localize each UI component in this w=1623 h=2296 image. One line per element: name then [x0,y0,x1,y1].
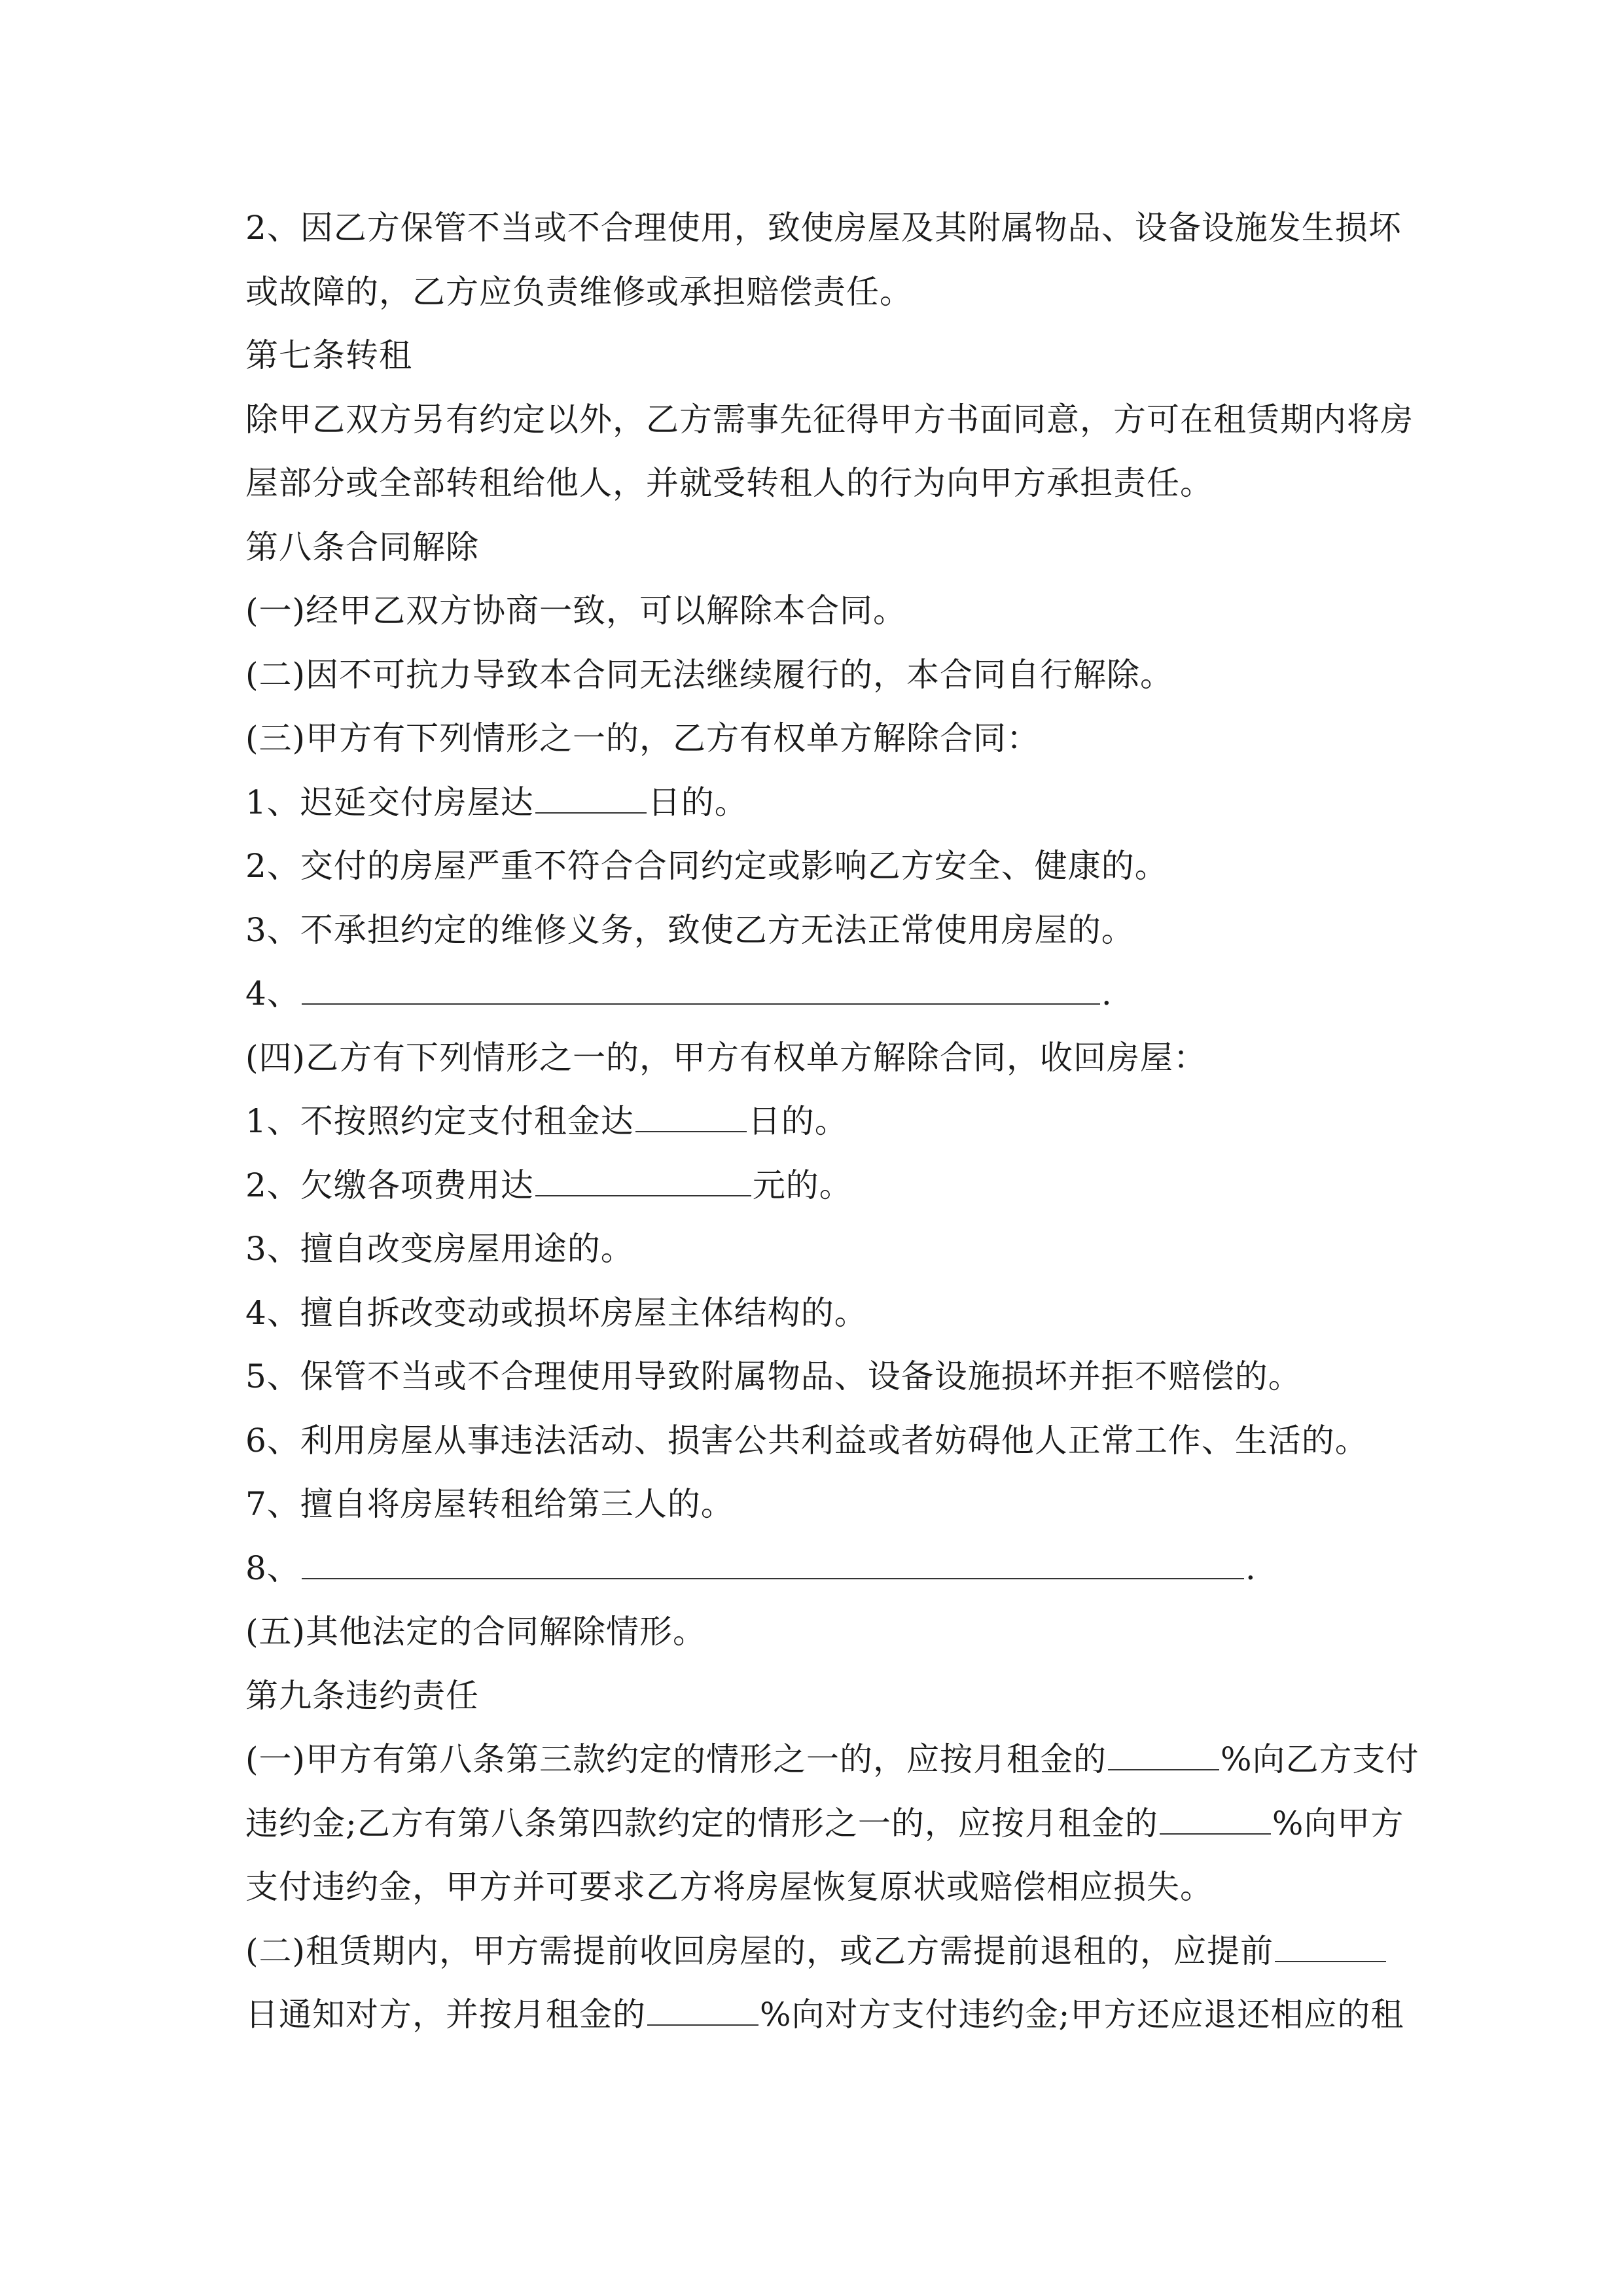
paragraph-line [245,962,1391,1026]
line-text: 日通知对方，并按月租金的 [245,1996,646,2034]
fill-in-blank [1275,1935,1386,1962]
line-text: 日的。 [747,1102,848,1140]
paragraph-line: (五)其他法定的合同解除情形。 [245,1613,707,1651]
paragraph-line: 屋部分或全部转租给他人，并就受转租人的行为向甲方承担责任。 [245,464,1213,502]
paragraph-line: (三)甲方有下列情形之一的，乙方有权单方解除合同： [245,719,1041,757]
article-9-heading: 第九条违约责任 [245,1676,479,1715]
line-text: 1、迟延交付房屋达 [245,783,534,821]
paragraph-line: 或故障的，乙方应负责维修或承担赔偿责任。 [245,272,913,311]
line-text: 8、 [245,1549,300,1587]
line-text: 4、 [245,975,300,1013]
fill-in-blank [302,977,1100,1005]
paragraph-line: 3、不承担约定的维修义务，致使乙方无法正常使用房屋的。 [245,910,1135,949]
paragraph-line [245,1792,1404,1856]
line-text: 1、不按照约定支付租金达 [245,1102,634,1140]
paragraph-line: (四)乙方有下列情形之一的，甲方有权单方解除合同，收回房屋： [245,1038,1207,1077]
paragraph-line [245,1154,1391,1218]
fill-in-blank [635,1105,747,1132]
article-7-heading: 第七条转租 [245,336,412,374]
line-text: 元的。 [752,1166,853,1204]
fill-in-blank [647,1998,758,2026]
paragraph-line: 3、擅自改变房屋用途的。 [245,1230,634,1268]
fill-in-blank [1160,1807,1271,1835]
paragraph-line [245,1537,1391,1601]
paragraph-line: 7、擅自将房屋转租给第三人的。 [245,1485,734,1523]
line-text: . [1101,975,1113,1013]
paragraph-line [245,771,1391,835]
paragraph-line: 支付违约金，甲方并可要求乙方将房屋恢复原状或赔偿相应损失。 [245,1868,1213,1906]
paragraph-line: 6、利用房屋从事违法活动、损害公共利益或者妨碍他人正常工作、生活的。 [245,1421,1368,1460]
fill-in-blank [302,1552,1244,1579]
fill-in-blank [535,1169,751,1196]
paragraph-line [245,1728,1419,1792]
line-text: %向甲方 [1272,1804,1404,1842]
paragraph-line: 5、保管不当或不合理使用导致附属物品、设备设施损坏并拒不赔偿的。 [245,1357,1302,1395]
contract-text [245,196,1419,2047]
fill-in-blank [1108,1743,1219,1770]
paragraph-line: (二)因不可抗力导致本合同无法继续履行的，本合同自行解除。 [245,655,1174,694]
paragraph-line: 2、交付的房屋严重不符合合同约定或影响乙方安全、健康的。 [245,847,1168,885]
line-text: 日的。 [647,783,748,821]
paragraph-line [245,1920,1391,1984]
paragraph-line [245,1983,1404,2047]
line-text: (一)甲方有第八条第三款约定的情形之一的，应按月租金的 [245,1740,1107,1778]
line-text: 2、欠缴各项费用达 [245,1166,534,1204]
line-text: (二)租赁期内，甲方需提前收回房屋的，或乙方需提前退租的，应提前 [245,1931,1274,1970]
line-text: %向对方支付违约金;甲方还应退还相应的租 [760,1996,1404,2034]
line-text: . [1245,1549,1257,1587]
paragraph-line: 4、擅自拆改变动或损坏房屋主体结构的。 [245,1293,868,1332]
line-text: 违约金;乙方有第八条第四款约定的情形之一的，应按月租金的 [245,1804,1158,1842]
article-8-heading: 第八条合同解除 [245,528,479,566]
paragraph-line: 2、因乙方保管不当或不合理使用，致使房屋及其附属物品、设备设施发生损坏 [245,209,1402,247]
paragraph-line [245,1090,1391,1154]
paragraph-line: (一)经甲乙双方协商一致，可以解除本合同。 [245,592,907,630]
paragraph-line: 除甲乙双方另有约定以外，乙方需事先征得甲方书面同意，方可在租赁期内将房 [245,400,1414,439]
fill-in-blank [535,786,647,814]
line-text: %向乙方支付 [1221,1740,1419,1778]
